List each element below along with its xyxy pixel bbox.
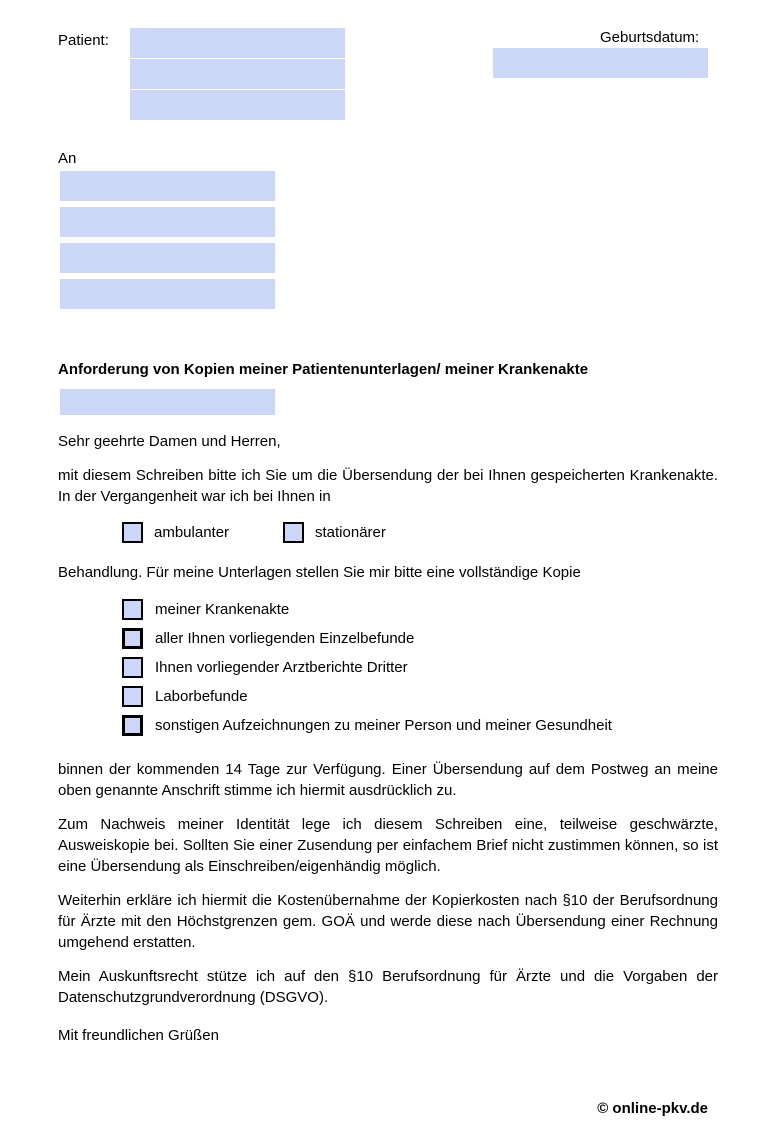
salutation: Sehr geehrte Damen und Herren, [58, 433, 281, 450]
list-item [122, 624, 718, 653]
checkbox-sonstige-label: sonstigen Aufzeichnungen zu meiner Person und meiner Gesundheit [155, 717, 612, 734]
closing-line: Mit freundlichen Grüßen [58, 1027, 219, 1044]
checkbox-stationaer-label: stationärer [315, 524, 386, 541]
patient-label: Patient: [58, 32, 109, 49]
letter-body [58, 359, 718, 1046]
recipient-label: An [58, 150, 77, 167]
checkbox-krankenakte-label: meiner Krankenakte [155, 601, 290, 618]
footer-copyright: © online-pkv.de [597, 1100, 708, 1117]
list-item [122, 711, 718, 740]
checkbox-laborbefunde-label: Laborbefunde [155, 688, 248, 705]
paragraph-recht: Mein Auskunftsrecht stütze ich auf den §10 Berufsordnung für Ärzte und die Vorgaben der Datenschutzgrundverordnung (DSGVO). [58, 968, 718, 1006]
checkbox-arztberichte[interactable] [122, 657, 143, 678]
recipient-field-3[interactable] [60, 243, 275, 273]
checkbox-arztberichte-label: Ihnen vorliegender Arztberichte Dritter [155, 659, 408, 676]
paragraph-kosten: Weiterhin erkläre ich hiermit die Kostenübernahme der Kopierkosten nach §10 der Berufsordnung für Ärzte mit den Höchstgrenzen gem. GOÄ und werde diese nach Übersendung einer Rechnung umgehend erstatten. [58, 892, 718, 951]
recipient-field-1[interactable] [60, 171, 275, 201]
checkbox-sonstige[interactable] [122, 715, 143, 736]
patient-city-field[interactable] [130, 90, 345, 120]
geburtsdatum-field[interactable] [493, 48, 708, 78]
checkbox-krankenakte[interactable] [122, 599, 143, 620]
patient-name-field[interactable] [130, 28, 345, 58]
letter-subject-heading: Anforderung von Kopien meiner Patientenunterlagen/ meiner Krankenakte [58, 361, 589, 378]
checkbox-einzelbefunde-label: aller Ihnen vorliegenden Einzelbefunde [155, 630, 415, 647]
checkbox-ambulant[interactable] [122, 522, 143, 543]
paragraph-intro: mit diesem Schreiben bitte ich Sie um die Übersendung der bei Ihnen gespeicherten Krankenakte. In der Vergangenheit war ich bei Ihnen in [58, 467, 718, 505]
geburtsdatum-label: Geburtsdatum: [600, 29, 700, 46]
recipient-field-4[interactable] [60, 279, 275, 309]
paragraph-identitaet: Zum Nachweis meiner Identität lege ich diesem Schreiben eine, teilweise geschwärzte, Ausweiskopie bei. Sollten Sie einer Zusendung per einfachem Brief nicht zustimmen können, so ist eine Übersendung als Einschreiben/eigenhändig möglich. [58, 816, 718, 875]
copy-options-list [122, 595, 718, 740]
subject-extra-field[interactable] [60, 389, 275, 415]
checkbox-einzelbefunde[interactable] [122, 628, 143, 649]
treatment-type-row [122, 522, 718, 543]
list-item [122, 653, 718, 682]
list-item [122, 595, 718, 624]
checkbox-stationaer[interactable] [283, 522, 304, 543]
recipient-field-2[interactable] [60, 207, 275, 237]
paragraph-frist: binnen der kommenden 14 Tage zur Verfügung. Einer Übersendung auf dem Postweg an meine oben genannte Anschrift stimme ich hiermit ausdrücklich zu. [58, 761, 718, 799]
list-item [122, 682, 718, 711]
paragraph-behandlung: Behandlung. Für meine Unterlagen stellen Sie mir bitte eine vollständige Kopie [58, 564, 581, 581]
checkbox-ambulant-label: ambulanter [154, 524, 230, 541]
checkbox-laborbefunde[interactable] [122, 686, 143, 707]
patient-street-field[interactable] [130, 59, 345, 89]
